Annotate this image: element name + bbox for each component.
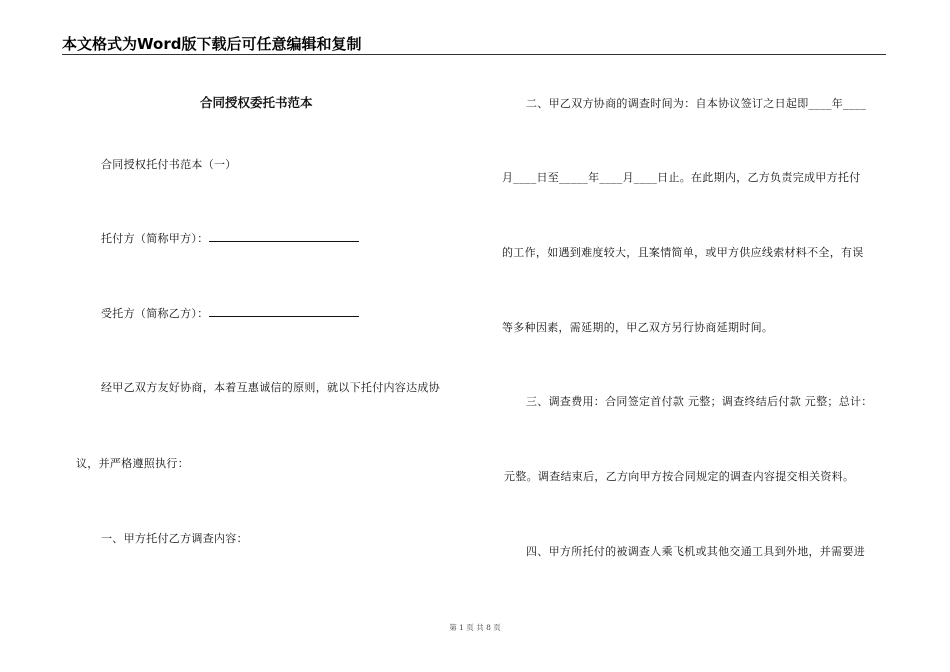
intro-paragraph-line-2: 议，并严格遵照执行： xyxy=(76,457,189,470)
clause-2-line-3: 的工作，如遇到难度较大，且案情简单，或甲方供应线索材料不全，有误 xyxy=(502,246,864,259)
agent-label: 受托方（简称乙方）： xyxy=(101,307,209,320)
clause-3-line-2: 元整。调查结束后，乙方向甲方按合同规定的调查内容提交相关资料。 xyxy=(504,470,855,483)
right-page-column xyxy=(475,0,950,672)
clause-4-line-1: 四、甲方所托付的被调查人乘飞机或其他交通工具到外地，并需要进 xyxy=(526,545,865,558)
clause-2-line-4: 等多种因素，需延期的，甲乙双方另行协商延期时间。 xyxy=(502,321,774,334)
contract-subtitle: 合同授权托付书范本（一） xyxy=(101,158,237,171)
header-banner: 本文格式为Word版下载后可任意编辑和复制 xyxy=(62,35,362,53)
principal-label: 托付方（简称甲方）： xyxy=(101,232,209,245)
principal-blank-line xyxy=(209,231,359,242)
agent-field xyxy=(101,305,359,321)
document-title: 合同授权委托书范本 xyxy=(200,95,313,110)
clause-3-line-1: 三、调查费用：合同签定首付款 元整；调查终结后付款 元整；总计： xyxy=(526,395,873,408)
clause-1-heading: 一、甲方托付乙方调查内容： xyxy=(101,532,248,545)
clause-2-line-1: 二、甲乙双方协商的调查时间为：自本协议签订之日起即____年____ xyxy=(526,97,867,110)
page-number-footer: 第 1 页 共 8 页 xyxy=(449,623,501,632)
agent-blank-line xyxy=(209,306,359,317)
intro-paragraph-line-1: 经甲乙双方友好协商，本着互惠诚信的原则，就以下托付内容达成协 xyxy=(101,381,440,394)
principal-field xyxy=(101,230,359,246)
clause-2-line-2: 月____日至_____年____月____日止。在此期内，乙方负责完成甲方托付 xyxy=(502,171,861,184)
